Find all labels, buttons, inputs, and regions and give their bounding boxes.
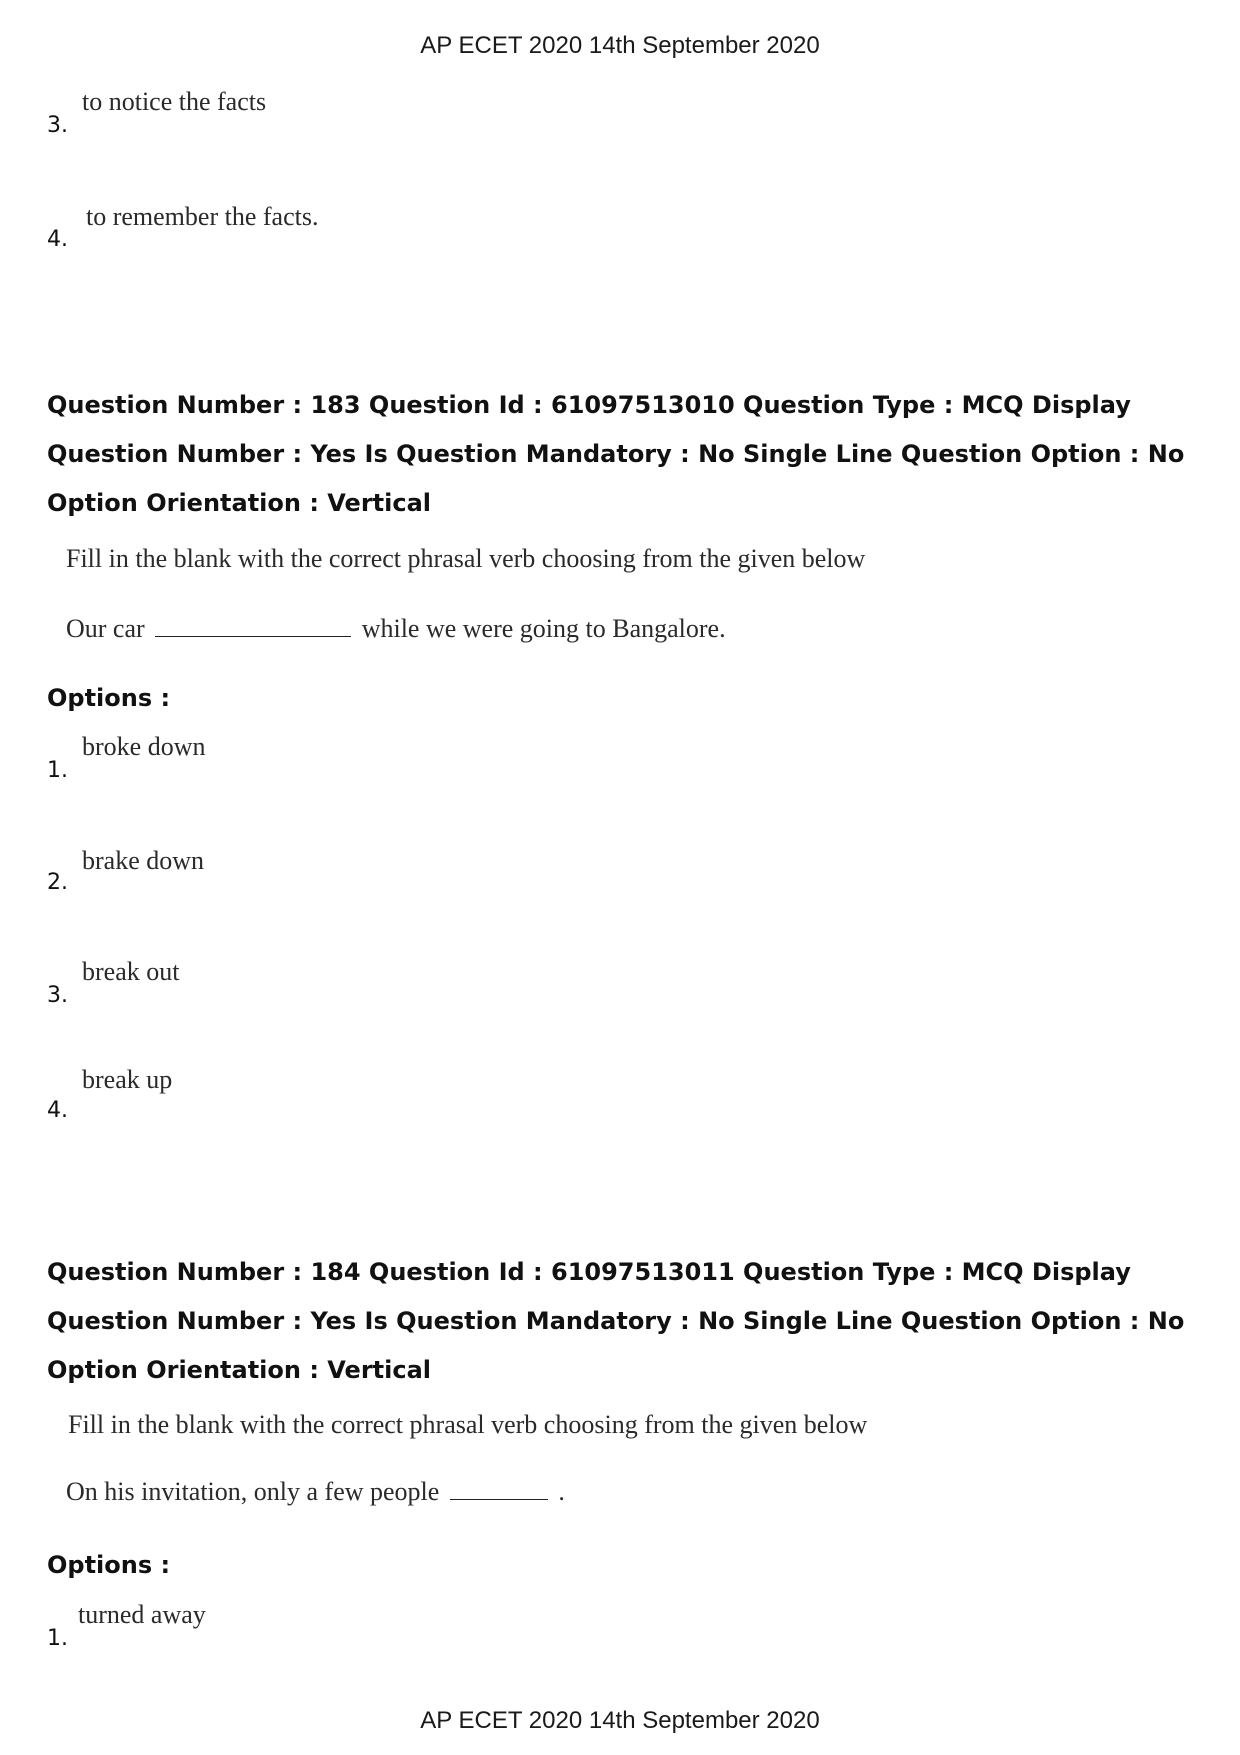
sentence-start: Our car [66, 614, 145, 643]
option-number: 3. [47, 983, 68, 1008]
option-number: 4. [47, 1098, 68, 1123]
option-text: break up [82, 1065, 173, 1094]
option-number: 1. [47, 1626, 68, 1651]
page-footer: AP ECET 2020 14th September 2020 [420, 1707, 820, 1734]
question-meta: Question Number : 183 Question Id : 61097513010 Question Type : MCQ Display Question Number : Yes Is Question Mandatory : No Single Line Question Option : No Option Orientation : Vertical [47, 391, 1185, 517]
answer-blank [450, 1475, 548, 1500]
options-label: Options : [47, 1551, 171, 1579]
option-number: 3. [47, 113, 68, 138]
option-text: break out [82, 957, 180, 986]
question-instruction: Fill in the blank with the correct phrasal verb choosing from the given below [66, 544, 866, 573]
answer-blank [155, 612, 351, 637]
option-number: 4. [47, 227, 68, 252]
option-text: to notice the facts [82, 87, 267, 116]
sentence-end: . [558, 1477, 565, 1506]
question-sentence [66, 1475, 565, 1507]
option-number: 1. [47, 758, 68, 783]
sentence-end: while we were going to Bangalore. [361, 614, 726, 643]
question-meta: Question Number : 184 Question Id : 61097513011 Question Type : MCQ Display Question Number : Yes Is Question Mandatory : No Single Line Question Option : No Option Orientation : Vertical [47, 1258, 1185, 1384]
option-text: to remember the facts. [86, 202, 319, 231]
options-label: Options : [47, 684, 171, 712]
option-text: broke down [82, 732, 206, 761]
question-sentence [66, 612, 726, 644]
option-text: brake down [82, 846, 205, 875]
option-number: 2. [47, 870, 68, 895]
question-instruction: Fill in the blank with the correct phrasal verb choosing from the given below [68, 1410, 868, 1439]
option-text: turned away [78, 1600, 206, 1629]
page-header: AP ECET 2020 14th September 2020 [420, 32, 820, 59]
sentence-start: On his invitation, only a few people [66, 1477, 440, 1506]
